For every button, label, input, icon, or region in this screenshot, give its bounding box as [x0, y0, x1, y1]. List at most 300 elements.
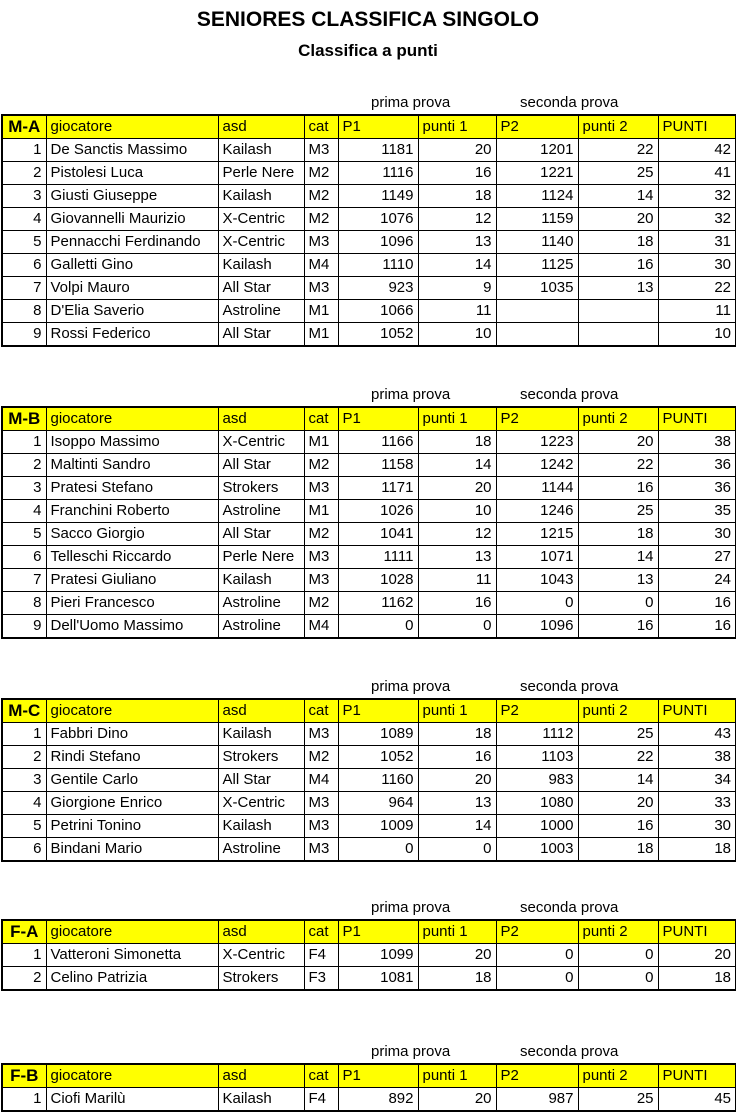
player-cell: Bindani Mario: [46, 838, 218, 862]
ranking-section-m-a: [0, 92, 736, 347]
table-row: [2, 746, 736, 769]
table-header-row: [2, 115, 736, 139]
player-cell: Pistolesi Luca: [46, 162, 218, 185]
header-player: giocatore: [46, 407, 218, 431]
rank-cell: 7: [2, 277, 46, 300]
table-row: [2, 254, 736, 277]
rank-cell: 9: [2, 323, 46, 347]
header-p2: P2: [496, 699, 578, 723]
cat-cell: F3: [304, 967, 338, 991]
rank-cell: 8: [2, 300, 46, 323]
points2-cell: 25: [578, 723, 658, 746]
p1-cell: 1041: [338, 523, 418, 546]
p2-cell: 1201: [496, 139, 578, 162]
p2-cell: 987: [496, 1088, 578, 1112]
club-cell: X-Centric: [218, 944, 304, 967]
header-points1: punti 1: [418, 699, 496, 723]
rank-cell: 1: [2, 1088, 46, 1112]
header-cat: cat: [304, 1064, 338, 1088]
p1-cell: 1160: [338, 769, 418, 792]
club-cell: X-Centric: [218, 431, 304, 454]
total-cell: 10: [658, 323, 736, 347]
p2-cell: 1071: [496, 546, 578, 569]
total-cell: 30: [658, 523, 736, 546]
p1-cell: 1171: [338, 477, 418, 500]
header-points1: punti 1: [418, 1064, 496, 1088]
points2-cell: 13: [578, 277, 658, 300]
group-name: F-A: [2, 920, 46, 944]
points2-cell: 18: [578, 838, 658, 862]
group-name: M-C: [2, 699, 46, 723]
header-player: giocatore: [46, 699, 218, 723]
points1-cell: 16: [418, 746, 496, 769]
points2-cell: 18: [578, 523, 658, 546]
header-p2: P2: [496, 920, 578, 944]
p1-cell: 1026: [338, 500, 418, 523]
p1-cell: 1181: [338, 139, 418, 162]
points2-cell: 22: [578, 139, 658, 162]
header-total: PUNTI: [658, 699, 736, 723]
player-cell: Telleschi Riccardo: [46, 546, 218, 569]
table-row: [2, 185, 736, 208]
p2-cell: [496, 300, 578, 323]
points1-cell: 20: [418, 477, 496, 500]
total-cell: 38: [658, 746, 736, 769]
club-cell: Kailash: [218, 723, 304, 746]
page-title: SENIORES CLASSIFICA SINGOLO: [196, 8, 540, 31]
player-cell: Fabbri Dino: [46, 723, 218, 746]
p1-cell: 1081: [338, 967, 418, 991]
points1-cell: 12: [418, 208, 496, 231]
cat-cell: M2: [304, 454, 338, 477]
club-cell: Strokers: [218, 746, 304, 769]
header-points1: punti 1: [418, 115, 496, 139]
club-cell: All Star: [218, 277, 304, 300]
points2-cell: 13: [578, 569, 658, 592]
header-points2: punti 2: [578, 115, 658, 139]
table-row: [2, 569, 736, 592]
header-club: asd: [218, 699, 304, 723]
cat-cell: F4: [304, 1088, 338, 1112]
table-row: [2, 792, 736, 815]
header-cat: cat: [304, 407, 338, 431]
rank-cell: 1: [2, 139, 46, 162]
p2-cell: 983: [496, 769, 578, 792]
ranking-table: [1, 1063, 736, 1112]
points2-cell: 16: [578, 254, 658, 277]
header-points2: punti 2: [578, 407, 658, 431]
rank-cell: 3: [2, 477, 46, 500]
prova-header: [0, 897, 736, 919]
cat-cell: M2: [304, 746, 338, 769]
p2-cell: 1000: [496, 815, 578, 838]
cat-cell: M4: [304, 769, 338, 792]
points1-cell: 9: [418, 277, 496, 300]
total-cell: 20: [658, 944, 736, 967]
p1-cell: 1166: [338, 431, 418, 454]
table-row: [2, 1088, 736, 1112]
points1-cell: 0: [418, 615, 496, 639]
header-p2: P2: [496, 1064, 578, 1088]
total-cell: 36: [658, 454, 736, 477]
club-cell: Astroline: [218, 500, 304, 523]
total-cell: 45: [658, 1088, 736, 1112]
points2-cell: 0: [578, 592, 658, 615]
rank-cell: 6: [2, 838, 46, 862]
total-cell: 38: [658, 431, 736, 454]
rank-cell: 8: [2, 592, 46, 615]
p2-cell: 1035: [496, 277, 578, 300]
points2-cell: 16: [578, 815, 658, 838]
points2-cell: 25: [578, 500, 658, 523]
p2-cell: [496, 323, 578, 347]
header-p1: P1: [338, 407, 418, 431]
cat-cell: M2: [304, 208, 338, 231]
p2-cell: 1043: [496, 569, 578, 592]
p1-cell: 1089: [338, 723, 418, 746]
player-cell: Isoppo Massimo: [46, 431, 218, 454]
p1-cell: 892: [338, 1088, 418, 1112]
points2-cell: [578, 300, 658, 323]
player-cell: Giorgione Enrico: [46, 792, 218, 815]
total-cell: 18: [658, 838, 736, 862]
p2-cell: 1124: [496, 185, 578, 208]
cat-cell: M3: [304, 477, 338, 500]
rank-cell: 5: [2, 231, 46, 254]
prova-header: [0, 676, 736, 698]
points1-cell: 14: [418, 254, 496, 277]
points1-cell: 12: [418, 523, 496, 546]
p2-cell: 1125: [496, 254, 578, 277]
player-cell: D'Elia Saverio: [46, 300, 218, 323]
total-cell: 16: [658, 592, 736, 615]
rank-cell: 2: [2, 967, 46, 991]
rank-cell: 4: [2, 208, 46, 231]
header-cat: cat: [304, 699, 338, 723]
rank-cell: 1: [2, 944, 46, 967]
header-p1: P1: [338, 1064, 418, 1088]
player-cell: Dell'Uomo Massimo: [46, 615, 218, 639]
cat-cell: M3: [304, 815, 338, 838]
cat-cell: M1: [304, 500, 338, 523]
player-cell: Pennacchi Ferdinando: [46, 231, 218, 254]
table-header-row: [2, 920, 736, 944]
club-cell: Kailash: [218, 1088, 304, 1112]
table-row: [2, 523, 736, 546]
second-prova-label: seconda prova: [520, 94, 619, 111]
points2-cell: 25: [578, 162, 658, 185]
p2-cell: 1242: [496, 454, 578, 477]
p1-cell: 1066: [338, 300, 418, 323]
player-cell: Vatteroni Simonetta: [46, 944, 218, 967]
player-cell: Rindi Stefano: [46, 746, 218, 769]
table-row: [2, 431, 736, 454]
table-row: [2, 162, 736, 185]
cat-cell: M3: [304, 139, 338, 162]
p1-cell: 1162: [338, 592, 418, 615]
cat-cell: M2: [304, 592, 338, 615]
club-cell: Astroline: [218, 592, 304, 615]
header-points2: punti 2: [578, 1064, 658, 1088]
player-cell: Pratesi Stefano: [46, 477, 218, 500]
points1-cell: 10: [418, 323, 496, 347]
points1-cell: 20: [418, 1088, 496, 1112]
points1-cell: 13: [418, 231, 496, 254]
points2-cell: 16: [578, 615, 658, 639]
prova-header: [0, 1041, 736, 1063]
player-cell: Maltinti Sandro: [46, 454, 218, 477]
p1-cell: 1009: [338, 815, 418, 838]
total-cell: 36: [658, 477, 736, 500]
prova-header: [0, 92, 736, 114]
second-prova-label: seconda prova: [520, 678, 619, 695]
cat-cell: M1: [304, 431, 338, 454]
p1-cell: 1110: [338, 254, 418, 277]
p1-cell: 1158: [338, 454, 418, 477]
player-cell: Ciofi Marilù: [46, 1088, 218, 1112]
rank-cell: 5: [2, 815, 46, 838]
total-cell: 30: [658, 815, 736, 838]
club-cell: All Star: [218, 323, 304, 347]
p2-cell: 1144: [496, 477, 578, 500]
ranking-section-f-b: [0, 1041, 736, 1112]
header-club: asd: [218, 115, 304, 139]
points2-cell: 20: [578, 208, 658, 231]
cat-cell: M1: [304, 323, 338, 347]
cat-cell: M3: [304, 277, 338, 300]
table-row: [2, 500, 736, 523]
cat-cell: M4: [304, 254, 338, 277]
points1-cell: 20: [418, 769, 496, 792]
club-cell: X-Centric: [218, 792, 304, 815]
header-player: giocatore: [46, 920, 218, 944]
rank-cell: 9: [2, 615, 46, 639]
header-p2: P2: [496, 407, 578, 431]
points1-cell: 16: [418, 162, 496, 185]
p1-cell: 1052: [338, 323, 418, 347]
rank-cell: 6: [2, 254, 46, 277]
points1-cell: 13: [418, 546, 496, 569]
p1-cell: 1096: [338, 231, 418, 254]
p1-cell: 1111: [338, 546, 418, 569]
rank-cell: 2: [2, 746, 46, 769]
first-prova-label: prima prova: [371, 678, 451, 695]
club-cell: X-Centric: [218, 231, 304, 254]
ranking-table: [1, 406, 736, 639]
p2-cell: 1223: [496, 431, 578, 454]
player-cell: Galletti Gino: [46, 254, 218, 277]
table-row: [2, 323, 736, 347]
club-cell: Strokers: [218, 967, 304, 991]
table-row: [2, 944, 736, 967]
header-p1: P1: [338, 115, 418, 139]
player-cell: De Sanctis Massimo: [46, 139, 218, 162]
page-subtitle: Classifica a punti: [298, 41, 438, 60]
header-cat: cat: [304, 115, 338, 139]
p2-cell: 1215: [496, 523, 578, 546]
second-prova-label: seconda prova: [520, 899, 619, 916]
p1-cell: 0: [338, 838, 418, 862]
table-row: [2, 208, 736, 231]
total-cell: 34: [658, 769, 736, 792]
total-cell: 32: [658, 185, 736, 208]
points2-cell: 14: [578, 769, 658, 792]
points1-cell: 14: [418, 815, 496, 838]
rank-cell: 5: [2, 523, 46, 546]
total-cell: 30: [658, 254, 736, 277]
table-header-row: [2, 699, 736, 723]
total-cell: 27: [658, 546, 736, 569]
club-cell: Kailash: [218, 139, 304, 162]
points2-cell: 0: [578, 944, 658, 967]
player-cell: Sacco Giorgio: [46, 523, 218, 546]
cat-cell: M3: [304, 838, 338, 862]
p2-cell: 1112: [496, 723, 578, 746]
cat-cell: M2: [304, 523, 338, 546]
player-cell: Pieri Francesco: [46, 592, 218, 615]
p1-cell: 923: [338, 277, 418, 300]
ranking-table: [1, 114, 736, 347]
points2-cell: 14: [578, 546, 658, 569]
header-points1: punti 1: [418, 407, 496, 431]
table-header-row: [2, 407, 736, 431]
total-cell: 16: [658, 615, 736, 639]
group-name: F-B: [2, 1064, 46, 1088]
rank-cell: 7: [2, 569, 46, 592]
total-cell: 24: [658, 569, 736, 592]
player-cell: Giovannelli Maurizio: [46, 208, 218, 231]
p2-cell: 1221: [496, 162, 578, 185]
p1-cell: 1116: [338, 162, 418, 185]
player-cell: Pratesi Giuliano: [46, 569, 218, 592]
cat-cell: M3: [304, 723, 338, 746]
rank-cell: 2: [2, 162, 46, 185]
table-row: [2, 139, 736, 162]
header-player: giocatore: [46, 1064, 218, 1088]
cat-cell: M3: [304, 569, 338, 592]
p2-cell: 1080: [496, 792, 578, 815]
player-cell: Giusti Giuseppe: [46, 185, 218, 208]
total-cell: 32: [658, 208, 736, 231]
p1-cell: 1099: [338, 944, 418, 967]
header-points1: punti 1: [418, 920, 496, 944]
points2-cell: 20: [578, 792, 658, 815]
player-cell: Gentile Carlo: [46, 769, 218, 792]
header-club: asd: [218, 407, 304, 431]
cat-cell: M1: [304, 300, 338, 323]
club-cell: Kailash: [218, 254, 304, 277]
club-cell: Astroline: [218, 615, 304, 639]
first-prova-label: prima prova: [371, 386, 451, 403]
rank-cell: 4: [2, 500, 46, 523]
cat-cell: M2: [304, 185, 338, 208]
total-cell: 42: [658, 139, 736, 162]
points1-cell: 0: [418, 838, 496, 862]
total-cell: 41: [658, 162, 736, 185]
cat-cell: F4: [304, 944, 338, 967]
ranking-section-m-b: [0, 384, 736, 639]
player-cell: Franchini Roberto: [46, 500, 218, 523]
first-prova-label: prima prova: [371, 1043, 451, 1060]
points1-cell: 18: [418, 431, 496, 454]
cat-cell: M3: [304, 792, 338, 815]
p2-cell: 1140: [496, 231, 578, 254]
points1-cell: 20: [418, 944, 496, 967]
table-row: [2, 231, 736, 254]
total-cell: 22: [658, 277, 736, 300]
club-cell: Kailash: [218, 815, 304, 838]
p2-cell: 1159: [496, 208, 578, 231]
points2-cell: [578, 323, 658, 347]
total-cell: 43: [658, 723, 736, 746]
header-club: asd: [218, 920, 304, 944]
header-p1: P1: [338, 920, 418, 944]
table-row: [2, 615, 736, 639]
prova-header: [0, 384, 736, 406]
points1-cell: 16: [418, 592, 496, 615]
table-row: [2, 592, 736, 615]
header-points2: punti 2: [578, 920, 658, 944]
points2-cell: 22: [578, 454, 658, 477]
points1-cell: 20: [418, 139, 496, 162]
rank-cell: 6: [2, 546, 46, 569]
second-prova-label: seconda prova: [520, 386, 619, 403]
p2-cell: 0: [496, 944, 578, 967]
header-club: asd: [218, 1064, 304, 1088]
points1-cell: 11: [418, 569, 496, 592]
p2-cell: 1103: [496, 746, 578, 769]
header-p2: P2: [496, 115, 578, 139]
table-row: [2, 477, 736, 500]
first-prova-label: prima prova: [371, 94, 451, 111]
points1-cell: 18: [418, 723, 496, 746]
p2-cell: 1096: [496, 615, 578, 639]
club-cell: All Star: [218, 454, 304, 477]
p2-cell: 0: [496, 592, 578, 615]
rank-cell: 3: [2, 769, 46, 792]
club-cell: Kailash: [218, 185, 304, 208]
rank-cell: 4: [2, 792, 46, 815]
club-cell: Astroline: [218, 300, 304, 323]
club-cell: Perle Nere: [218, 162, 304, 185]
p1-cell: 1076: [338, 208, 418, 231]
table-row: [2, 815, 736, 838]
p1-cell: 964: [338, 792, 418, 815]
player-cell: Petrini Tonino: [46, 815, 218, 838]
p2-cell: 1246: [496, 500, 578, 523]
ranking-table: [1, 698, 736, 862]
second-prova-label: seconda prova: [520, 1043, 619, 1060]
points2-cell: 20: [578, 431, 658, 454]
cat-cell: M2: [304, 162, 338, 185]
points1-cell: 11: [418, 300, 496, 323]
header-p1: P1: [338, 699, 418, 723]
total-cell: 31: [658, 231, 736, 254]
rank-cell: 1: [2, 431, 46, 454]
ranking-table: [1, 919, 736, 991]
player-cell: Volpi Mauro: [46, 277, 218, 300]
header-cat: cat: [304, 920, 338, 944]
p1-cell: 1149: [338, 185, 418, 208]
first-prova-label: prima prova: [371, 899, 451, 916]
table-row: [2, 838, 736, 862]
group-name: M-B: [2, 407, 46, 431]
table-row: [2, 300, 736, 323]
cat-cell: M3: [304, 546, 338, 569]
header-player: giocatore: [46, 115, 218, 139]
header-total: PUNTI: [658, 1064, 736, 1088]
table-row: [2, 967, 736, 991]
